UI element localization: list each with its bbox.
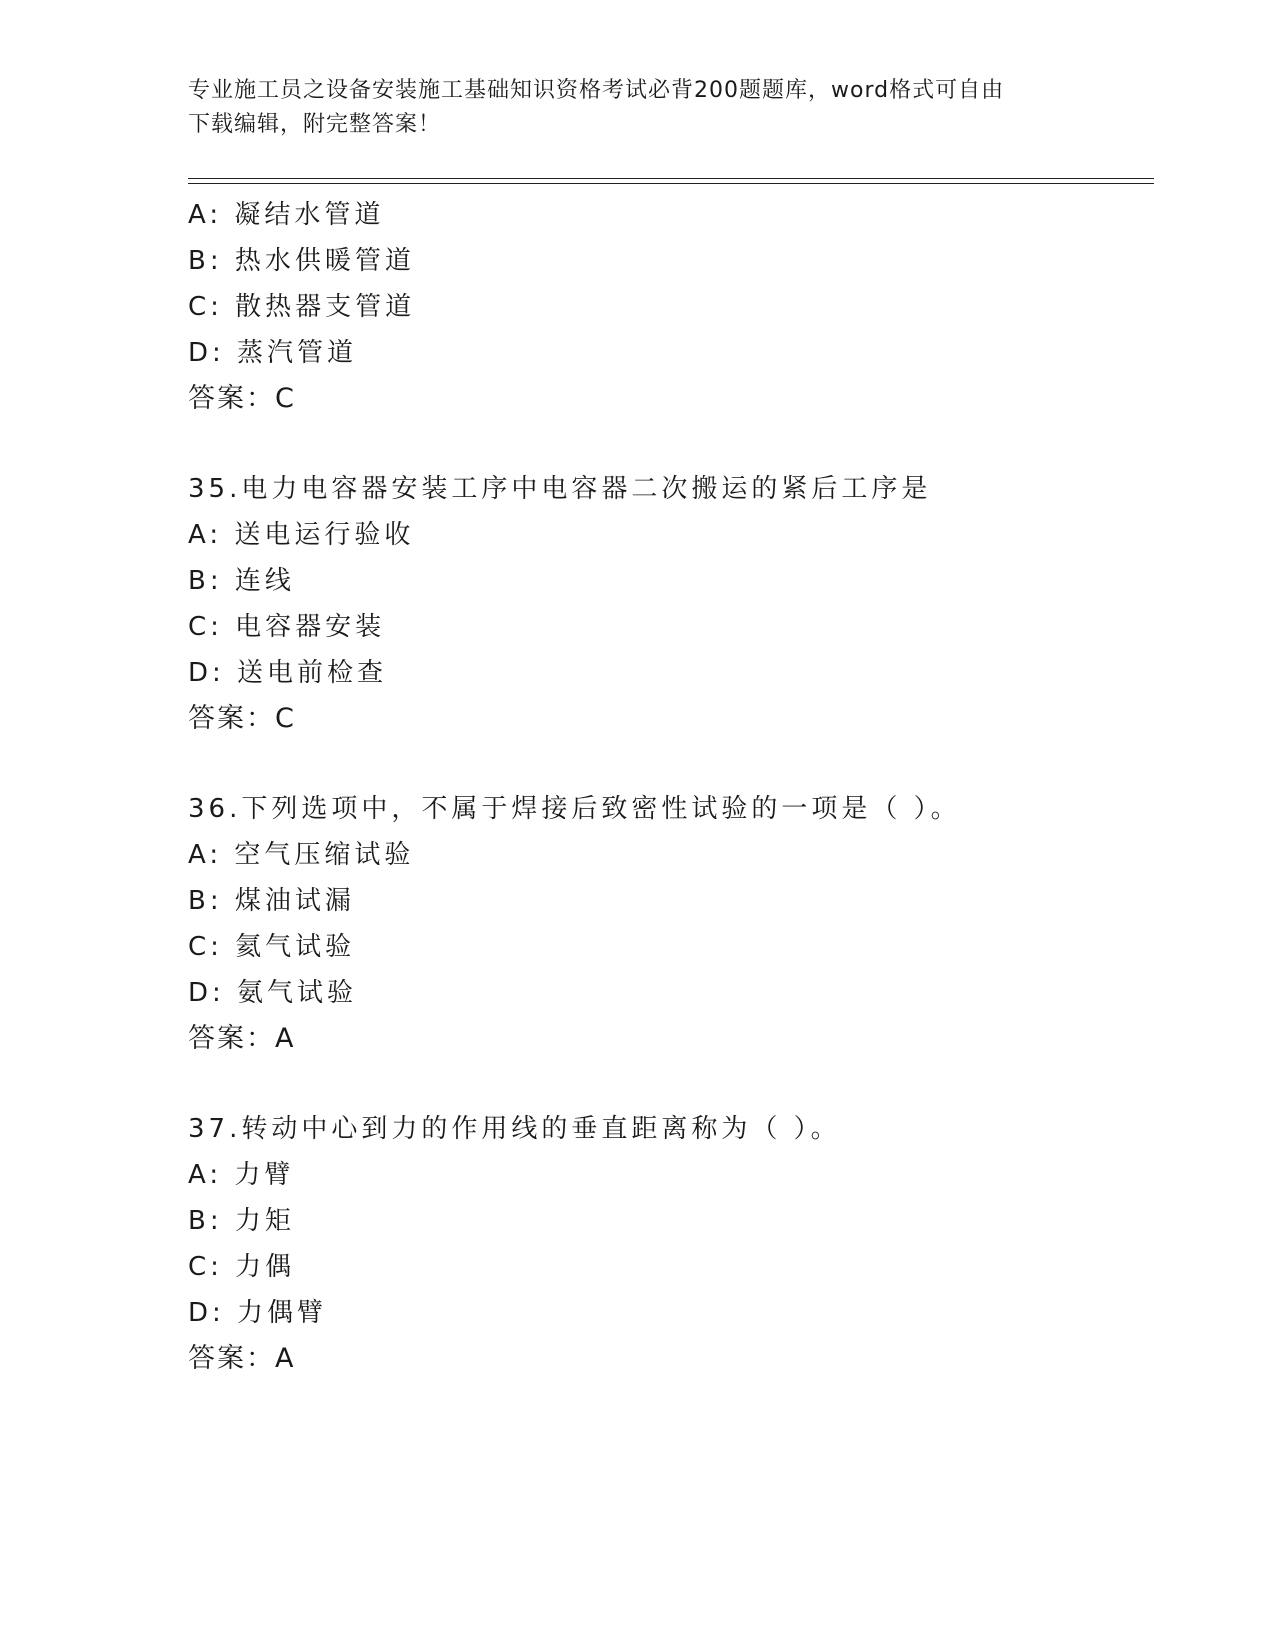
option-b: B: 连线 (188, 566, 295, 596)
header-line-1: 专业施工员之设备安装施工基础知识资格考试必背200题题库，word格式可自由 (188, 78, 1005, 103)
answer-line: 答案：C (188, 383, 296, 414)
header-line-2: 下载编辑，附完整答案！ (188, 112, 442, 137)
answer-line: 答案：C (188, 703, 296, 734)
question-block-36 (188, 786, 1154, 1062)
option-a: A: 送电运行验收 (188, 520, 415, 550)
question-block-34 (188, 192, 1154, 422)
document-header (188, 74, 1088, 142)
option-d: D: 蒸汽管道 (188, 338, 358, 368)
option-c: C: 力偶 (188, 1252, 296, 1282)
question-text: 36.下列选项中，不属于焊接后致密性试验的一项是（ ）。 (188, 794, 961, 824)
answer-line: 答案：A (188, 1023, 296, 1054)
option-b: B: 煤油试漏 (188, 886, 355, 916)
question-text: 35.电力电容器安装工序中电容器二次搬运的紧后工序是 (188, 474, 932, 504)
option-c: C: 散热器支管道 (188, 292, 416, 322)
header-rule-top (188, 178, 1154, 179)
option-d: D: 力偶臂 (188, 1298, 328, 1328)
option-a: A: 空气压缩试验 (188, 840, 415, 870)
answer-line: 答案：A (188, 1343, 296, 1374)
option-b: B: 力矩 (188, 1206, 295, 1236)
header-rule-bottom (188, 183, 1154, 184)
question-block-35 (188, 466, 1154, 742)
option-c: C: 氦气试验 (188, 932, 356, 962)
question-block-37 (188, 1106, 1154, 1382)
question-list (188, 192, 1154, 1426)
option-a: A: 力臂 (188, 1160, 295, 1190)
option-c: C: 电容器安装 (188, 612, 386, 642)
option-d: D: 送电前检查 (188, 658, 388, 688)
option-a: A: 凝结水管道 (188, 200, 385, 230)
question-text: 37.转动中心到力的作用线的垂直距离称为（ ）。 (188, 1114, 841, 1144)
option-b: B: 热水供暖管道 (188, 246, 415, 276)
option-d: D: 氨气试验 (188, 978, 358, 1008)
